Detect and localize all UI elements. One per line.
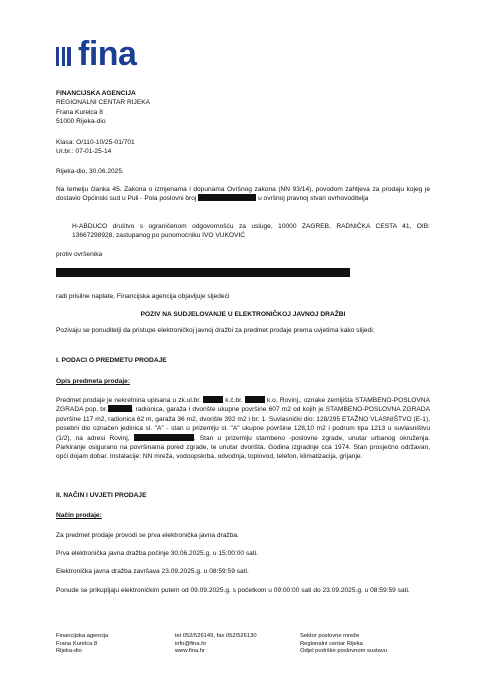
org-city: 51000 Rijeka-dio bbox=[56, 118, 106, 126]
intro-text-a: Na temelju članka 45. Zakona o izmjenama i dopunama Ovršnog zakona (NN 93/14), povodom zahtjeva za prodaju kojeg je dostavio Općinski sud u Puli - Pola poslovni broj bbox=[56, 186, 430, 203]
desc-part-1: Predmet prodaje je nekretnina upisana u zk.ul.br. bbox=[56, 397, 201, 404]
org-center: REGIONALNI CENTAR RIJEKA bbox=[56, 99, 151, 107]
footer-phone: tel 052/526149, fax 052/526130 bbox=[175, 633, 257, 639]
section2-heading: II. NAČIN I UVJETI PRODAJE bbox=[56, 492, 147, 499]
footer-line: Frana Kurelca 8 bbox=[56, 640, 98, 647]
org-name: FINANCIJSKA AGENCIJA bbox=[56, 90, 136, 97]
document-date: Rijeka-dio, 30.06.2025. bbox=[56, 168, 124, 175]
fina-logo: fina bbox=[78, 35, 137, 73]
desc-part-5: . Stan u prizemlju stambeno -poslovne zgrade, unutar urbanog okruženja. Parkiranje osigurano na površinama pored zgrade, te unutar dvorišta. Godina izgradnje cca 1974. Stan prosječno održavan, opći dojam dobar. Instalacije: NN mreža, vodoopskrba, odvodnja, toplovod, telefon, klimatizacija, grijanje. bbox=[56, 434, 430, 461]
sale-line-3: Elektronička javna dražba završava 23.09.2025.g. u 08:59:59 sati. bbox=[56, 568, 249, 575]
invite-paragraph: Pozivaju se ponuditelji da pristupe elektroničkoj javnoj dražbi za predmet prodaje prema uvjetima kako slijedi: bbox=[56, 327, 375, 334]
footer-address bbox=[56, 633, 166, 656]
creditor-block: H-ABDUCO društvo s ograničenom odgovornošću za usluge, 10000 ZAGREB, RADNIČKA CESTA 41, OIB: 13667298928, zastupanog po punomoćniku IVO VUKOVIĆ bbox=[72, 223, 430, 240]
section1-subheading: Opis predmeta prodaje: bbox=[56, 378, 131, 385]
footer-line: Regionalni centar Rijeka bbox=[300, 640, 363, 647]
intro-paragraph bbox=[56, 185, 430, 204]
footer-line: Financijska agencija bbox=[56, 633, 109, 639]
notice-title: POZIV NA SUDJELOVANJE U ELEKTRONIČKOJ JAVNOJ DRAŽBI bbox=[140, 311, 346, 318]
redacted-building-number bbox=[108, 405, 132, 412]
sale-line-2: Prva elektronička javna dražba počinje 30.06.2025.g. u 15:00:00 sati. bbox=[56, 550, 258, 557]
purpose-text: radi prisilne naplate, Financijska agencija objavljuje sljedeći bbox=[56, 293, 230, 300]
redacted-kc-number bbox=[245, 396, 265, 403]
desc-part-3: k.o. Rovinj., oznake zemljišta STAMBENO-POSLOVNA ZGRADA pop. br. bbox=[56, 397, 430, 414]
footer-email: info@fina.hr bbox=[175, 640, 207, 647]
redacted-debtor bbox=[56, 268, 350, 277]
urbroj: Ur.br.: 07-01-25-14 bbox=[56, 148, 112, 156]
section2-subheading: Način prodaje: bbox=[56, 512, 102, 519]
desc-part-4: , radionica, garaža i dvorište ukupne površine 607 m2 od kojih je STAMBENO-POSLOVNA ZGRADA površine 117 m2, radionica 62 m, garaža 36 m2, dvorište 392 m2 i br: 1. Suvlasnički dio: 128/295 ETAŽNO VLASNIŠTVO (E-1), posebni dio označen jedinica sl. "A" - stan u prizemlju sl. "A" ukupne površine 128,10 m2 i podrum tipa 1213 u suvlasništvu (1/2), na adresi Rovinj, bbox=[56, 406, 430, 442]
footer-contact bbox=[175, 633, 295, 656]
desc-part-2: k.č.br. bbox=[225, 397, 243, 404]
redacted-address bbox=[134, 434, 194, 441]
footer-line: Sektor poslovne mreže bbox=[300, 633, 360, 639]
klasa: Klasa: O/110-10/25-01/701 bbox=[56, 139, 135, 146]
footer-department bbox=[300, 633, 430, 656]
sale-line-1: Za predmet prodaje provodi se prva elektronička javna dražba. bbox=[56, 532, 239, 539]
redacted-zk-number bbox=[203, 396, 223, 403]
intro-text-b: u ovršnoj pravnoj stvari ovrhovoditelja bbox=[258, 195, 369, 203]
sender-address bbox=[56, 89, 356, 127]
fina-logo-bars-icon bbox=[56, 47, 72, 66]
property-description bbox=[56, 396, 430, 462]
footer-line: Odjel podrške poslovnom sustavu bbox=[300, 648, 387, 655]
section1-heading: I. PODACI O PREDMETU PRODAJE bbox=[56, 357, 167, 364]
reference-numbers bbox=[56, 138, 356, 157]
footer-line: Rijeka-dio bbox=[56, 648, 82, 655]
redacted-case-number bbox=[198, 194, 256, 201]
sale-line-4: Ponude se prikupljaju elektroničkim putem od 09.09.2025.g. s početkom u 09:00:00 sati do 23.09.2025.g. u 08:59:59 sati. bbox=[56, 587, 410, 594]
footer-website: www.fina.hr bbox=[175, 648, 205, 655]
org-street: Frana Kurelca 8 bbox=[56, 108, 103, 116]
debtor-label: protiv ovršenika bbox=[56, 251, 103, 258]
